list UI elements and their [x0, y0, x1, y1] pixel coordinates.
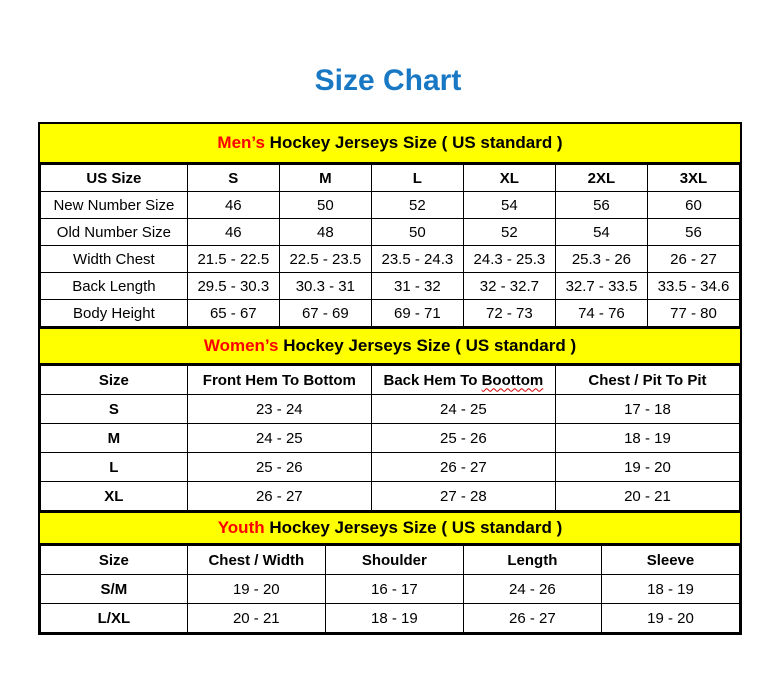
- misspelled-word: Boottom: [481, 371, 544, 389]
- column-header: Size: [41, 546, 188, 575]
- mens-section-banner: [40, 124, 740, 164]
- mens-banner-text: Hockey Jerseys Size ( US standard ): [264, 133, 563, 152]
- table-row: [41, 575, 740, 604]
- row-label: L: [41, 453, 188, 482]
- size-value-cell: 26 - 27: [371, 453, 555, 482]
- row-label: XL: [41, 482, 188, 511]
- size-value-cell: 23 - 24: [187, 395, 371, 424]
- column-header: 2XL: [555, 165, 647, 192]
- row-label: Body Height: [41, 300, 188, 327]
- row-label: S/M: [41, 575, 188, 604]
- table-row: [41, 395, 740, 424]
- column-header: M: [279, 165, 371, 192]
- column-header: XL: [463, 165, 555, 192]
- size-value-cell: 18 - 19: [555, 424, 739, 453]
- column-header: Length: [463, 546, 601, 575]
- size-value-cell: 26 - 27: [187, 482, 371, 511]
- row-label: Width Chest: [41, 246, 188, 273]
- size-value-cell: 16 - 17: [325, 575, 463, 604]
- womens-banner-highlight: Women’s: [203, 336, 279, 355]
- column-header: Size: [41, 366, 188, 395]
- size-value-cell: 19 - 20: [555, 453, 739, 482]
- womens-section-banner: [40, 327, 740, 365]
- table-row: [41, 273, 740, 300]
- size-value-cell: 32 - 32.7: [463, 273, 555, 300]
- size-value-cell: 56: [555, 192, 647, 219]
- page-title: Size Chart: [314, 64, 462, 97]
- size-value-cell: 22.5 - 23.5: [279, 246, 371, 273]
- size-value-cell: 19 - 20: [601, 604, 739, 633]
- size-value-cell: 24 - 25: [371, 395, 555, 424]
- size-value-cell: 54: [463, 192, 555, 219]
- size-value-cell: 77 - 80: [647, 300, 739, 327]
- size-value-cell: 54: [555, 219, 647, 246]
- size-chart-tables: [38, 122, 742, 635]
- size-value-cell: 46: [187, 219, 279, 246]
- size-value-cell: 56: [647, 219, 739, 246]
- size-value-cell: 24.3 - 25.3: [463, 246, 555, 273]
- row-label: M: [41, 424, 188, 453]
- table-row: [41, 246, 740, 273]
- column-header: [371, 366, 555, 395]
- column-header: Shoulder: [325, 546, 463, 575]
- column-header: Sleeve: [601, 546, 739, 575]
- size-value-cell: 50: [279, 192, 371, 219]
- mens-size-table: [40, 164, 740, 327]
- size-value-cell: 26 - 27: [463, 604, 601, 633]
- size-value-cell: 30.3 - 31: [279, 273, 371, 300]
- table-row: [41, 604, 740, 633]
- mens-banner-highlight: Men’s: [217, 133, 265, 152]
- table-row: [41, 192, 740, 219]
- row-label: Old Number Size: [41, 219, 188, 246]
- size-value-cell: 52: [371, 192, 463, 219]
- size-value-cell: 65 - 67: [187, 300, 279, 327]
- table-row: [41, 482, 740, 511]
- row-label: S: [41, 395, 188, 424]
- row-label: New Number Size: [41, 192, 188, 219]
- table-row: [41, 300, 740, 327]
- size-value-cell: 25.3 - 26: [555, 246, 647, 273]
- column-header: L: [371, 165, 463, 192]
- column-header: Front Hem To Bottom: [187, 366, 371, 395]
- size-value-cell: 69 - 71: [371, 300, 463, 327]
- column-header: US Size: [41, 165, 188, 192]
- size-value-cell: 29.5 - 30.3: [187, 273, 279, 300]
- column-header: Chest / Width: [187, 546, 325, 575]
- youth-banner-text: Hockey Jerseys Size ( US standard ): [264, 518, 563, 537]
- size-value-cell: 72 - 73: [463, 300, 555, 327]
- size-value-cell: 60: [647, 192, 739, 219]
- size-value-cell: 18 - 19: [601, 575, 739, 604]
- size-value-cell: 24 - 25: [187, 424, 371, 453]
- womens-header-row: [41, 366, 740, 395]
- size-value-cell: 17 - 18: [555, 395, 739, 424]
- size-value-cell: 23.5 - 24.3: [371, 246, 463, 273]
- size-value-cell: 19 - 20: [187, 575, 325, 604]
- column-header: Chest / Pit To Pit: [555, 366, 739, 395]
- size-value-cell: 33.5 - 34.6: [647, 273, 739, 300]
- row-label: Back Length: [41, 273, 188, 300]
- table-row: [41, 453, 740, 482]
- size-value-cell: 27 - 28: [371, 482, 555, 511]
- mens-header-row: [41, 165, 740, 192]
- column-header-text: Back Hem To: [383, 371, 482, 389]
- size-value-cell: 25 - 26: [187, 453, 371, 482]
- youth-size-table: [40, 545, 740, 633]
- size-value-cell: 26 - 27: [647, 246, 739, 273]
- row-label: L/XL: [41, 604, 188, 633]
- size-value-cell: 50: [371, 219, 463, 246]
- size-value-cell: 18 - 19: [325, 604, 463, 633]
- column-header: 3XL: [647, 165, 739, 192]
- size-value-cell: 46: [187, 192, 279, 219]
- womens-size-table: [40, 365, 740, 511]
- size-value-cell: 31 - 32: [371, 273, 463, 300]
- size-value-cell: 48: [279, 219, 371, 246]
- size-value-cell: 74 - 76: [555, 300, 647, 327]
- size-value-cell: 24 - 26: [463, 575, 601, 604]
- youth-header-row: [41, 546, 740, 575]
- youth-banner-highlight: Youth: [217, 518, 265, 537]
- table-row: [41, 424, 740, 453]
- size-value-cell: 20 - 21: [187, 604, 325, 633]
- size-value-cell: 32.7 - 33.5: [555, 273, 647, 300]
- size-value-cell: 20 - 21: [555, 482, 739, 511]
- table-row: [41, 219, 740, 246]
- column-header: S: [187, 165, 279, 192]
- size-value-cell: 67 - 69: [279, 300, 371, 327]
- youth-section-banner: [40, 511, 740, 545]
- size-value-cell: 21.5 - 22.5: [187, 246, 279, 273]
- womens-banner-text: Hockey Jerseys Size ( US standard ): [278, 336, 577, 355]
- size-value-cell: 52: [463, 219, 555, 246]
- size-value-cell: 25 - 26: [371, 424, 555, 453]
